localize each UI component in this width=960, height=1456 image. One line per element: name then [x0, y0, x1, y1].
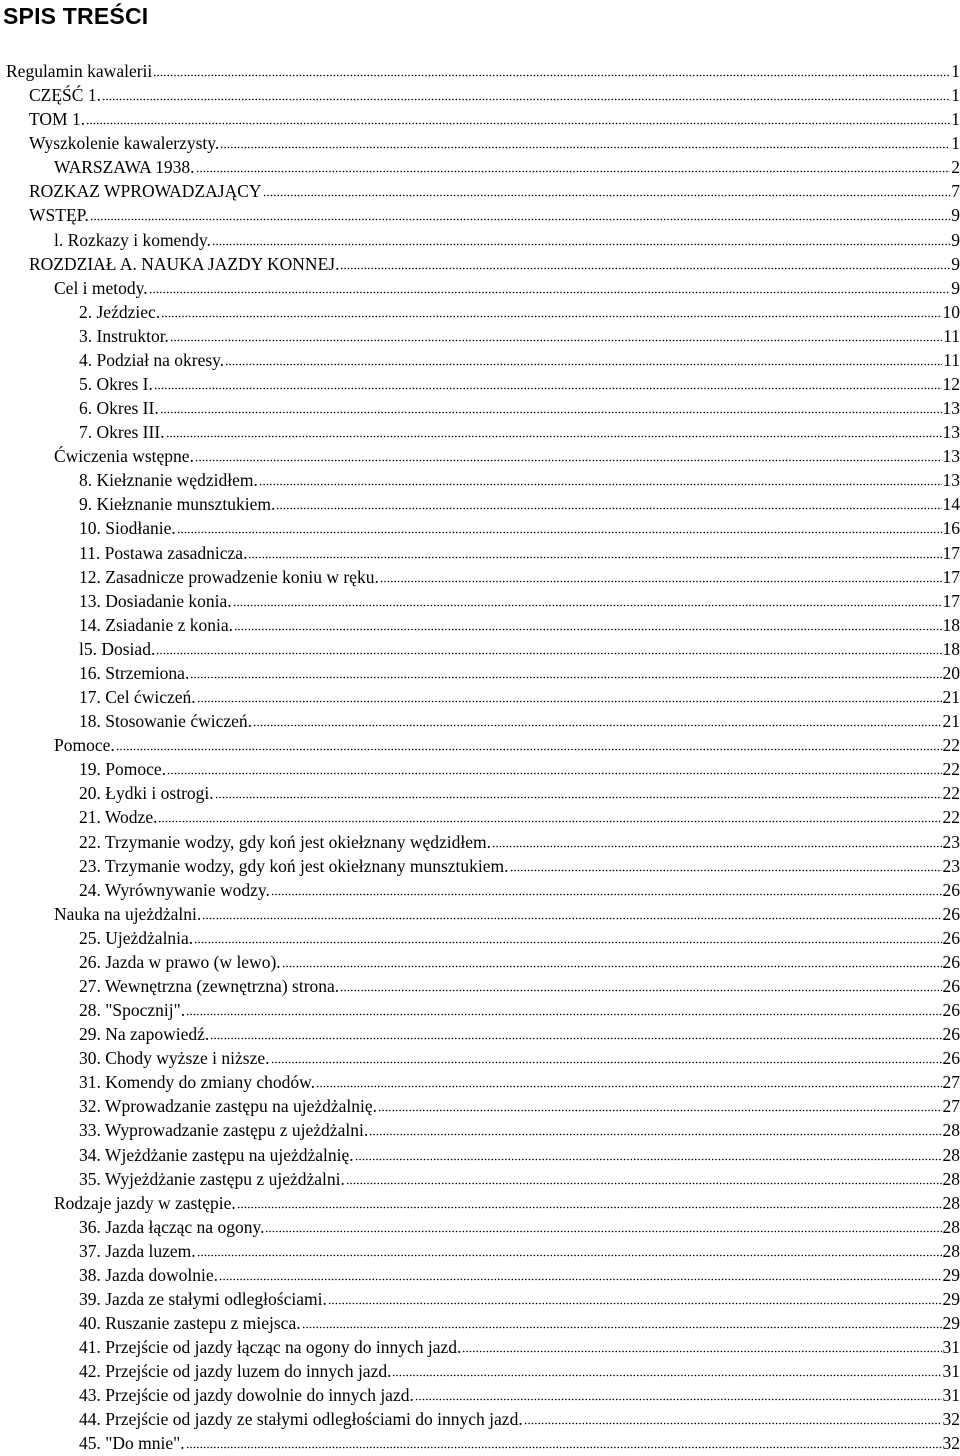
toc-entry[interactable] [0, 444, 960, 468]
dot-leader [161, 314, 941, 318]
toc-entry-label: 43. Przejście od jazdy dowolnie do innych jazd. [79, 1383, 414, 1407]
toc-entry-page-number: 13 [943, 444, 960, 468]
dot-leader [194, 940, 941, 944]
toc-entry-label: 6. Okres II. [79, 396, 159, 420]
toc-entry[interactable] [0, 950, 960, 974]
toc-entry[interactable] [0, 1022, 960, 1046]
toc-entry-label: 23. Trzymanie wodzy, gdy koń jest okiełznany munsztukiem. [79, 854, 509, 878]
toc-entry-page-number: 16 [943, 516, 960, 540]
toc-entry-page-number: 13 [943, 396, 960, 420]
toc-entry[interactable] [0, 709, 960, 733]
toc-entry-label: 20. Łydki i ostrogi. [79, 781, 214, 805]
toc-entry[interactable] [0, 420, 960, 444]
toc-entry-label: 11. Postawa zasadnicza. [79, 541, 247, 565]
dot-leader [219, 1277, 942, 1281]
dot-leader [197, 1253, 942, 1257]
toc-entry-page-number: 28 [943, 1167, 960, 1191]
dot-leader [248, 555, 941, 559]
toc-entry[interactable] [0, 468, 960, 492]
toc-entry-page-number: 9 [951, 276, 960, 300]
toc-entry[interactable] [0, 324, 960, 348]
toc-entry-page-number: 26 [943, 902, 960, 926]
toc-entry-page-number: 10 [943, 300, 960, 324]
toc-entry-label: ROZDZIAŁ A. NAUKA JAZDY KONNEJ. [29, 252, 339, 276]
toc-entry-label: 30. Chody wyższe i niższe. [79, 1046, 270, 1070]
toc-entry[interactable] [0, 998, 960, 1022]
toc-entry[interactable] [0, 1215, 960, 1239]
dot-leader [316, 1084, 941, 1088]
toc-entry[interactable] [0, 1239, 960, 1263]
toc-entry-label: 39. Jazda ze stałymi odległościami. [79, 1287, 327, 1311]
toc-entry[interactable] [0, 926, 960, 950]
toc-entry[interactable] [0, 589, 960, 613]
dot-leader [186, 1012, 941, 1016]
table-of-contents [0, 59, 960, 1456]
toc-entry-label: 26. Jazda w prawo (w lewo). [79, 950, 281, 974]
dot-leader [186, 1445, 942, 1449]
toc-entry-label: 42. Przejście od jazdy luzem do innych jazd. [79, 1359, 391, 1383]
toc-entry-label: l5. Dosiad. [79, 637, 155, 661]
toc-entry-label: 24. Wyrównywanie wodzy. [79, 878, 270, 902]
toc-entry-label: 21. Wodze. [79, 805, 157, 829]
toc-entry[interactable] [0, 59, 960, 83]
toc-entry[interactable] [0, 974, 960, 998]
toc-entry[interactable] [0, 541, 960, 565]
toc-entry-page-number: 28 [943, 1239, 960, 1263]
dot-leader [190, 675, 941, 679]
dot-leader [177, 530, 942, 534]
toc-entry-label: 13. Dosiadanie konia. [79, 589, 232, 613]
toc-entry[interactable] [0, 1118, 960, 1142]
dot-leader [170, 338, 942, 342]
toc-entry-page-number: 13 [943, 468, 960, 492]
dot-leader [166, 434, 942, 438]
toc-entry-label: 33. Wyprowadzanie zastępu z ujeżdżalni. [79, 1118, 368, 1142]
dot-leader [462, 1349, 941, 1353]
toc-entry[interactable] [0, 348, 960, 372]
toc-entry-label: Rodzaje jazdy w zastępie. [54, 1191, 236, 1215]
toc-entry[interactable] [0, 613, 960, 637]
dot-leader [378, 1108, 941, 1112]
toc-entry-label: 37. Jazda luzem. [79, 1239, 196, 1263]
toc-entry-label: 44. Przejście od jazdy ze stałymi odległościami do innych jazd. [79, 1407, 523, 1431]
toc-entry-label: Regulamin kawalerii [6, 59, 152, 83]
toc-entry[interactable] [0, 300, 960, 324]
toc-entry-label: 40. Ruszanie zastepu z miejsca. [79, 1311, 301, 1335]
toc-entry-page-number: 14 [943, 492, 960, 516]
toc-entry-page-number: 20 [943, 661, 960, 685]
toc-entry-label: 41. Przejście od jazdy łącząc na ogony do innych jazd. [79, 1335, 461, 1359]
toc-entry[interactable] [0, 854, 960, 878]
toc-entry-label: 5. Okres I. [79, 372, 153, 396]
toc-entry-page-number: 26 [943, 974, 960, 998]
toc-entry[interactable] [0, 661, 960, 685]
toc-entry[interactable] [0, 252, 960, 276]
dot-leader [271, 1060, 942, 1064]
toc-entry-page-number: 31 [943, 1335, 960, 1359]
dot-leader [149, 290, 951, 294]
toc-entry[interactable] [0, 830, 960, 854]
toc-entry-page-number: 26 [943, 1022, 960, 1046]
toc-entry-label: l. Rozkazy i komendy. [54, 228, 211, 252]
toc-entry-page-number: 31 [943, 1383, 960, 1407]
toc-entry-label: 22. Trzymanie wodzy, gdy koń jest okiełznany wędzidłem. [79, 830, 491, 854]
toc-entry-page-number: 32 [943, 1431, 960, 1455]
dot-leader [263, 193, 951, 197]
toc-entry-label: 35. Wyjeżdżanie zastępu z ujeżdżalni. [79, 1167, 345, 1191]
toc-entry-label: 18. Stosowanie ćwiczeń. [79, 709, 252, 733]
toc-entry-page-number: 1 [951, 131, 960, 155]
toc-entry[interactable] [0, 1191, 960, 1215]
toc-entry[interactable] [0, 685, 960, 709]
toc-entry-label: 25. Ujeżdżalnia. [79, 926, 193, 950]
dot-leader [492, 844, 942, 848]
toc-entry[interactable] [0, 131, 960, 155]
toc-entry[interactable] [0, 1263, 960, 1287]
toc-entry[interactable] [0, 1143, 960, 1167]
dot-leader [234, 627, 941, 631]
toc-entry[interactable] [0, 396, 960, 420]
toc-entry-page-number: 26 [943, 926, 960, 950]
toc-entry-label: WSTĘP. [29, 203, 89, 227]
toc-entry[interactable] [0, 878, 960, 902]
dot-leader [524, 1421, 942, 1425]
toc-entry-page-number: 22 [943, 733, 960, 757]
toc-entry-label: 19. Pomoce. [79, 757, 166, 781]
toc-entry-page-number: 22 [943, 781, 960, 805]
toc-entry-page-number: 12 [943, 372, 960, 396]
toc-entry-page-number: 9 [951, 228, 960, 252]
toc-entry-label: 8. Kiełznanie wędzidłem. [79, 468, 258, 492]
toc-entry[interactable] [0, 83, 960, 107]
toc-entry-page-number: 23 [943, 854, 960, 878]
toc-entry-label: 31. Komendy do zmiany chodów. [79, 1070, 315, 1094]
toc-entry-label: 32. Wprowadzanie zastępu na ujeżdżalnię. [79, 1094, 377, 1118]
toc-entry[interactable] [0, 902, 960, 926]
toc-entry-label: 4. Podział na okresy. [79, 348, 224, 372]
toc-entry-page-number: 21 [943, 709, 960, 733]
toc-entry-page-number: 22 [943, 805, 960, 829]
toc-entry[interactable] [0, 1094, 960, 1118]
toc-entry-label: 28. "Spocznij". [79, 998, 185, 1022]
toc-entry-label: 9. Kiełznanie munsztukiem. [79, 492, 275, 516]
toc-entry[interactable] [0, 1383, 960, 1407]
toc-entry-label: 14. Zsiadanie z konia. [79, 613, 233, 637]
toc-entry[interactable] [0, 516, 960, 540]
toc-entry[interactable] [0, 565, 960, 589]
toc-entry[interactable] [0, 276, 960, 300]
toc-entry-page-number: 17 [943, 541, 960, 565]
dot-leader [282, 964, 942, 968]
toc-entry[interactable] [0, 1407, 960, 1431]
dot-leader [271, 892, 942, 896]
toc-entry-page-number: 28 [943, 1143, 960, 1167]
toc-entry-page-number: 22 [943, 757, 960, 781]
toc-entry-page-number: 28 [943, 1191, 960, 1215]
dot-leader [158, 819, 941, 823]
dot-leader [265, 1229, 941, 1233]
toc-entry-page-number: 2 [951, 155, 960, 179]
dot-leader [369, 1132, 941, 1136]
toc-entry-page-number: 18 [943, 637, 960, 661]
toc-entry-page-number: 1 [951, 83, 960, 107]
dot-leader [160, 410, 942, 414]
toc-entry[interactable] [0, 107, 960, 131]
toc-entry-label: Nauka na ujeżdżalni. [54, 902, 201, 926]
dot-leader [233, 603, 942, 607]
dot-leader [225, 362, 942, 366]
toc-entry[interactable] [0, 1287, 960, 1311]
toc-entry-page-number: 32 [943, 1407, 960, 1431]
toc-entry[interactable] [0, 637, 960, 661]
toc-entry-label: 36. Jazda łącząc na ogony. [79, 1215, 264, 1239]
toc-entry-page-number: 9 [951, 252, 960, 276]
toc-entry-label: 2. Jeździec. [79, 300, 160, 324]
toc-entry-page-number: 27 [943, 1070, 960, 1094]
toc-entry-label: 27. Wewnętrzna (zewnętrzna) strona. [79, 974, 339, 998]
toc-entry[interactable] [0, 1431, 960, 1455]
toc-entry[interactable] [0, 757, 960, 781]
dot-leader [195, 458, 942, 462]
dot-leader [328, 1301, 942, 1305]
dot-leader [276, 506, 941, 510]
dot-leader [90, 217, 950, 221]
dot-leader [302, 1325, 942, 1329]
dot-leader [212, 242, 950, 246]
dot-leader [86, 121, 950, 125]
toc-entry-page-number: 26 [943, 998, 960, 1022]
dot-leader [237, 1205, 942, 1209]
toc-entry[interactable] [0, 1335, 960, 1359]
toc-entry-page-number: 9 [951, 203, 960, 227]
toc-entry-label: TOM 1. [29, 107, 85, 131]
toc-entry-label: 29. Na zapowiedź. [79, 1022, 209, 1046]
dot-leader [196, 169, 951, 173]
page-title: SPIS TREŚCI [3, 2, 148, 30]
toc-entry[interactable] [0, 372, 960, 396]
toc-entry-label: WARSZAWA 1938. [54, 155, 195, 179]
dot-leader [510, 868, 942, 872]
toc-entry-page-number: 11 [943, 324, 960, 348]
toc-entry-page-number: 26 [943, 950, 960, 974]
dot-leader [392, 1373, 941, 1377]
dot-leader [253, 723, 941, 727]
toc-entry[interactable] [0, 1046, 960, 1070]
dot-leader [210, 1036, 941, 1040]
toc-entry-page-number: 13 [943, 420, 960, 444]
toc-entry-label: 3. Instruktor. [79, 324, 169, 348]
dot-leader [156, 651, 941, 655]
dot-leader [220, 145, 950, 149]
toc-entry-label: Pomoce. [54, 733, 115, 757]
toc-entry-page-number: 17 [943, 565, 960, 589]
toc-entry-label: 34. Wjeżdżanie zastępu na ujeżdżalnię. [79, 1143, 354, 1167]
toc-entry[interactable] [0, 1167, 960, 1191]
toc-entry-label: ROZKAZ WPROWADZAJĄCY [29, 179, 262, 203]
toc-entry[interactable] [0, 155, 960, 179]
toc-entry-label: 7. Okres III. [79, 420, 165, 444]
toc-entry-page-number: 31 [943, 1359, 960, 1383]
toc-entry-page-number: 29 [943, 1287, 960, 1311]
toc-entry-page-number: 29 [943, 1263, 960, 1287]
dot-leader [197, 699, 942, 703]
toc-entry[interactable] [0, 805, 960, 829]
dot-leader [153, 73, 950, 77]
toc-entry[interactable] [0, 781, 960, 805]
dot-leader [154, 386, 942, 390]
toc-entry-page-number: 1 [951, 59, 960, 83]
toc-entry-label: Cel i metody. [54, 276, 148, 300]
toc-entry-page-number: 11 [943, 348, 960, 372]
toc-entry[interactable] [0, 1311, 960, 1335]
toc-entry[interactable] [0, 1359, 960, 1383]
toc-entry-label: Wyszkolenie kawalerzysty. [29, 131, 219, 155]
toc-entry-label: 16. Strzemiona. [79, 661, 189, 685]
toc-entry-page-number: 27 [943, 1094, 960, 1118]
toc-entry-label: 17. Cel ćwiczeń. [79, 685, 196, 709]
toc-entry[interactable] [0, 228, 960, 252]
toc-entry-page-number: 23 [943, 830, 960, 854]
dot-leader [340, 266, 950, 270]
toc-entry-label: 45. "Do mnie". [79, 1431, 185, 1455]
toc-entry-label: 38. Jazda dowolnie. [79, 1263, 218, 1287]
dot-leader [340, 988, 941, 992]
dot-leader [202, 916, 941, 920]
toc-entry-page-number: 1 [951, 107, 960, 131]
dot-leader [102, 97, 950, 101]
toc-entry-page-number: 17 [943, 589, 960, 613]
toc-entry[interactable] [0, 492, 960, 516]
dot-leader [116, 747, 942, 751]
toc-entry-label: Ćwiczenia wstępne. [54, 444, 194, 468]
toc-entry[interactable] [0, 1070, 960, 1094]
toc-entry-page-number: 28 [943, 1118, 960, 1142]
toc-entry-label: 10. Siodłanie. [79, 516, 176, 540]
toc-entry-page-number: 18 [943, 613, 960, 637]
dot-leader [259, 482, 942, 486]
toc-entry-page-number: 21 [943, 685, 960, 709]
dot-leader [380, 579, 942, 583]
dot-leader [355, 1157, 942, 1161]
toc-entry-label: CZĘŚĆ 1. [29, 83, 101, 107]
toc-entry-page-number: 7 [951, 179, 960, 203]
toc-entry[interactable] [0, 203, 960, 227]
toc-entry[interactable] [0, 179, 960, 203]
dot-leader [215, 795, 942, 799]
toc-entry-page-number: 28 [943, 1215, 960, 1239]
toc-entry-page-number: 26 [943, 1046, 960, 1070]
dot-leader [415, 1397, 942, 1401]
toc-entry-page-number: 26 [943, 878, 960, 902]
toc-entry-page-number: 29 [943, 1311, 960, 1335]
toc-entry-label: 12. Zasadnicze prowadzenie koniu w ręku. [79, 565, 379, 589]
dot-leader [346, 1181, 942, 1185]
dot-leader [167, 771, 941, 775]
toc-entry[interactable] [0, 733, 960, 757]
